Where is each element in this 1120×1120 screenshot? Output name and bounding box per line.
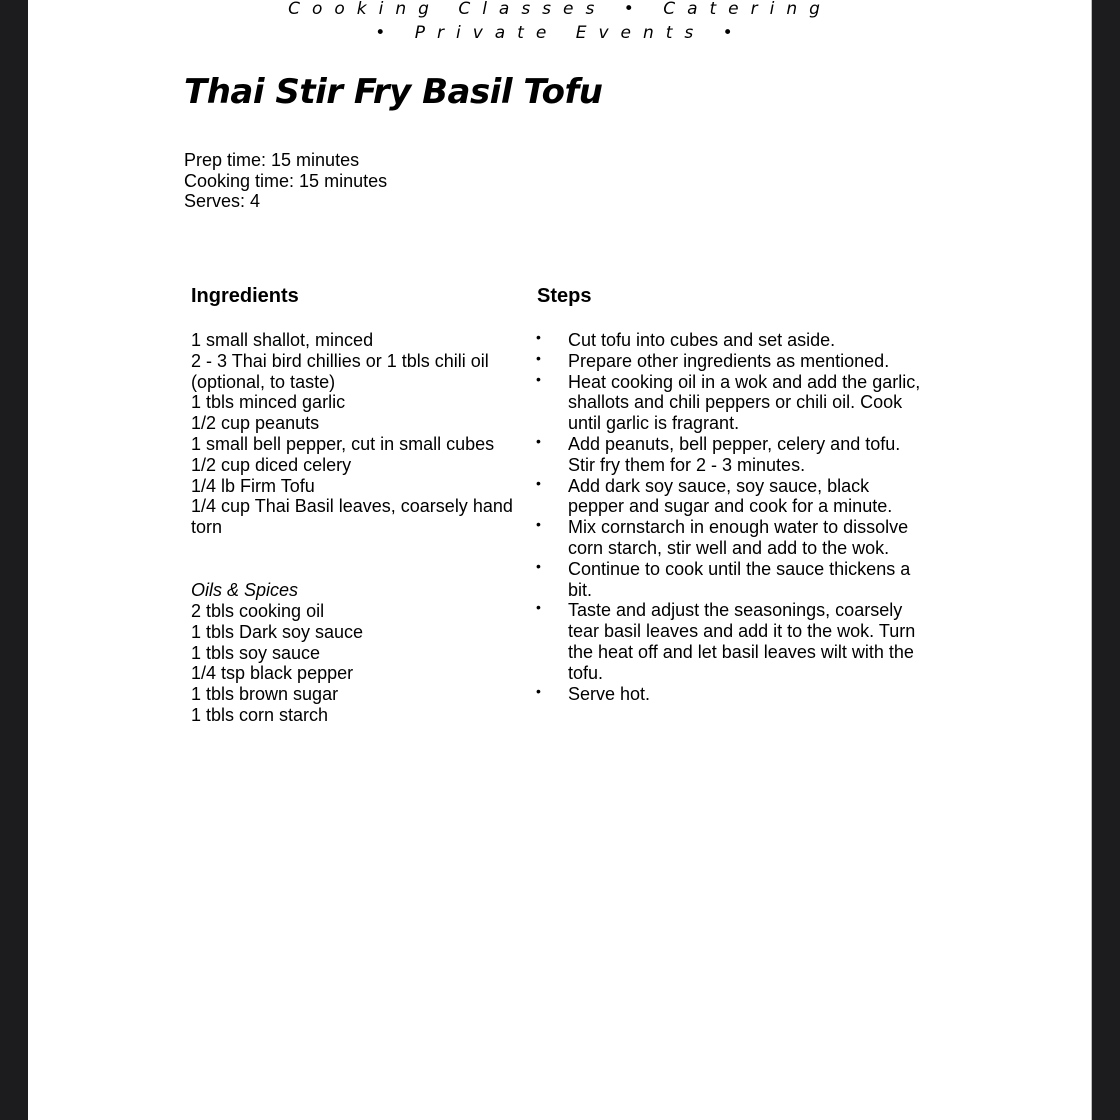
ingredient-item: 1/2 cup diced celery [191, 454, 352, 475]
steps-list [536, 330, 928, 704]
prep-time: Prep time: 15 minutes [184, 150, 360, 170]
ingredient-item: 1/4 lb Firm Tofu [191, 475, 315, 496]
ingredients-heading: Ingredients [191, 285, 299, 307]
step-text: Mix cornstarch in enough water to dissolve corn starch, stir well and add to the wok. [568, 517, 909, 558]
page-edge-divider [1091, 0, 1092, 1120]
oils-spices-list [191, 601, 521, 726]
recipe-meta [184, 150, 387, 212]
ingredient-item: 1/4 cup Thai Basil leaves, coarsely hand torn [191, 496, 513, 538]
bullet-icon: • [536, 432, 541, 449]
step-text: Cut tofu into cubes and set aside. [568, 330, 836, 350]
step-text: Taste and adjust the seasonings, coarsely tear basil leaves and add it to the wok. Turn the heat off and let basil leaves wilt with the tofu. [568, 600, 916, 683]
recipe-title: Thai Stir Fry Basil Tofu [184, 72, 603, 112]
ingredient-item: 1 small bell pepper, cut in small cubes [191, 433, 495, 454]
recipe-page [28, 0, 1092, 1120]
bullet-icon: • [536, 557, 541, 574]
step-item [536, 684, 928, 705]
step-item [536, 351, 928, 372]
step-text: Serve hot. [568, 683, 651, 704]
serves: Serves: 4 [184, 191, 261, 211]
step-item [536, 600, 928, 683]
cooking-time: Cooking time: 15 minutes [184, 170, 388, 191]
ingredient-item: 1/2 cup peanuts [191, 413, 320, 434]
ingredient-item: 2 - 3 Thai bird chillies or 1 tbls chili oil (optional, to taste) [191, 350, 489, 392]
step-item [536, 434, 928, 476]
step-text: Heat cooking oil in a wok and add the garlic, shallots and chili peppers or chili oil. Cook until garlic is fragrant. [568, 371, 921, 434]
bullet-icon: • [536, 682, 541, 699]
step-text: Prepare other ingredients as mentioned. [568, 350, 890, 371]
step-item [536, 476, 928, 518]
ingredients-list [191, 330, 521, 538]
oil-spice-item: 1 tbls soy sauce [191, 642, 321, 663]
ingredient-item: 1 tbls minced garlic [191, 392, 346, 413]
step-item [536, 372, 928, 434]
bullet-icon: • [536, 370, 541, 387]
tagline-line-1: Cooking Classes • Catering [288, 0, 832, 19]
bullet-icon: • [536, 349, 541, 366]
oil-spice-item: 1/4 tsp black pepper [191, 663, 354, 684]
step-text: Add dark soy sauce, soy sauce, black pepper and sugar and cook for a minute. [568, 475, 893, 517]
step-item [536, 559, 928, 601]
bullet-icon: • [536, 329, 541, 345]
steps-heading: Steps [537, 285, 592, 307]
oil-spice-item: 1 tbls Dark soy sauce [191, 621, 364, 642]
step-item [536, 330, 928, 351]
step-item [536, 517, 928, 559]
step-text: Continue to cook until the sauce thickens a bit. [568, 558, 911, 600]
ingredient-item: 1 small shallot, minced [191, 330, 374, 350]
step-text: Add peanuts, bell pepper, celery and tofu. Stir fry them for 2 - 3 minutes. [568, 433, 901, 475]
oil-spice-item: 1 tbls corn starch [191, 704, 329, 725]
oil-spice-item: 2 tbls cooking oil [191, 601, 325, 621]
tagline-line-2: • Private Events • [375, 23, 745, 43]
bullet-icon: • [536, 474, 541, 491]
oil-spice-item: 1 tbls brown sugar [191, 684, 339, 705]
bullet-icon: • [536, 599, 541, 616]
bullet-icon: • [536, 516, 541, 533]
oils-spices-heading: Oils & Spices [191, 580, 299, 600]
